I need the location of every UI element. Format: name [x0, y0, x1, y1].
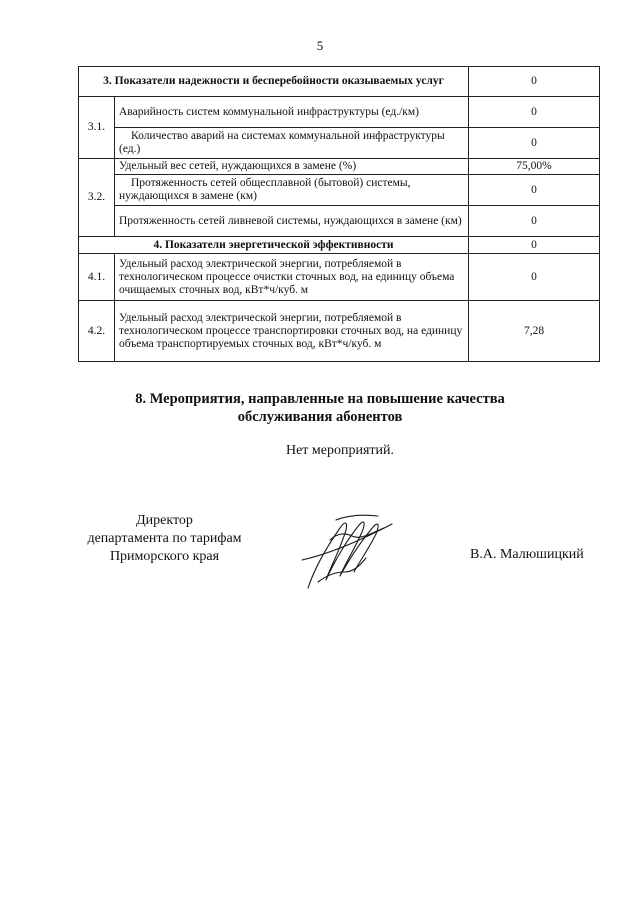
table-row [79, 128, 600, 159]
indicator-value: 0 [469, 128, 600, 159]
section-title: 3. Показатели надежности и бесперебойности оказываемых услуг [79, 67, 469, 97]
table-row [79, 97, 600, 128]
indicator-value: 0 [469, 206, 600, 237]
indicator-name: Аварийность систем коммунальной инфраструктуры (ед./км) [115, 97, 469, 128]
signer-title-line-2: департамента по тарифам [87, 531, 242, 546]
signer-title-line-3: Приморского края [109, 549, 220, 564]
table-row [79, 206, 600, 237]
indicator-value: 75,00% [469, 159, 600, 175]
table-row [79, 301, 600, 362]
indicator-value: 0 [469, 254, 600, 301]
table-row [79, 159, 600, 175]
handwritten-signature [300, 510, 395, 595]
table-row-section-4 [79, 237, 600, 254]
signer-title-line-1: Директор [136, 513, 193, 528]
indicators-table [78, 66, 600, 362]
row-number: 4.2. [79, 301, 115, 362]
signer-name: В.А. Малюшицкий [470, 547, 584, 562]
indicator-value: 0 [469, 175, 600, 206]
table-row-section-3 [79, 67, 600, 97]
page-number: 5 [316, 38, 324, 53]
indicator-value: 7,28 [469, 301, 600, 362]
section-value: 0 [469, 237, 600, 254]
row-number: 3.2. [79, 159, 115, 237]
table-row [79, 175, 600, 206]
indicator-name: Удельный расход электрической энергии, потребляемой в технологическом процессе очистки сточных вод, на единицу объема очищаемых сточных вод, кВт*ч/куб. м [115, 254, 469, 301]
indicator-name: Количество аварий на системах коммунальной инфраструктуры (ед.) [115, 128, 469, 159]
indicator-value: 0 [469, 97, 600, 128]
indicator-name: Удельный расход электрической энергии, потребляемой в технологическом процессе транспортировки сточных вод, на единицу объема транспортируемых сточных вод, кВт*ч/куб. м [115, 301, 469, 362]
section-value: 0 [469, 67, 600, 97]
row-number: 4.1. [79, 254, 115, 301]
section-title: 4. Показатели энергетической эффективности [79, 237, 469, 254]
indicator-name: Удельный вес сетей, нуждающихся в замене (%) [115, 159, 469, 175]
no-measures-text: Нет мероприятий. [285, 443, 395, 458]
section-heading-line-1: 8. Мероприятия, направленные на повышение качества [135, 391, 505, 407]
indicator-name: Протяженность сетей общесплавной (бытовой) системы, нуждающихся в замене (км) [115, 175, 469, 206]
row-number: 3.1. [79, 97, 115, 159]
indicator-name: Протяженность сетей ливневой системы, нуждающихся в замене (км) [115, 206, 469, 237]
signer-title [72, 512, 257, 566]
section-heading-line-2: обслуживания абонентов [237, 409, 403, 425]
table-row [79, 254, 600, 301]
section-heading [0, 390, 640, 426]
